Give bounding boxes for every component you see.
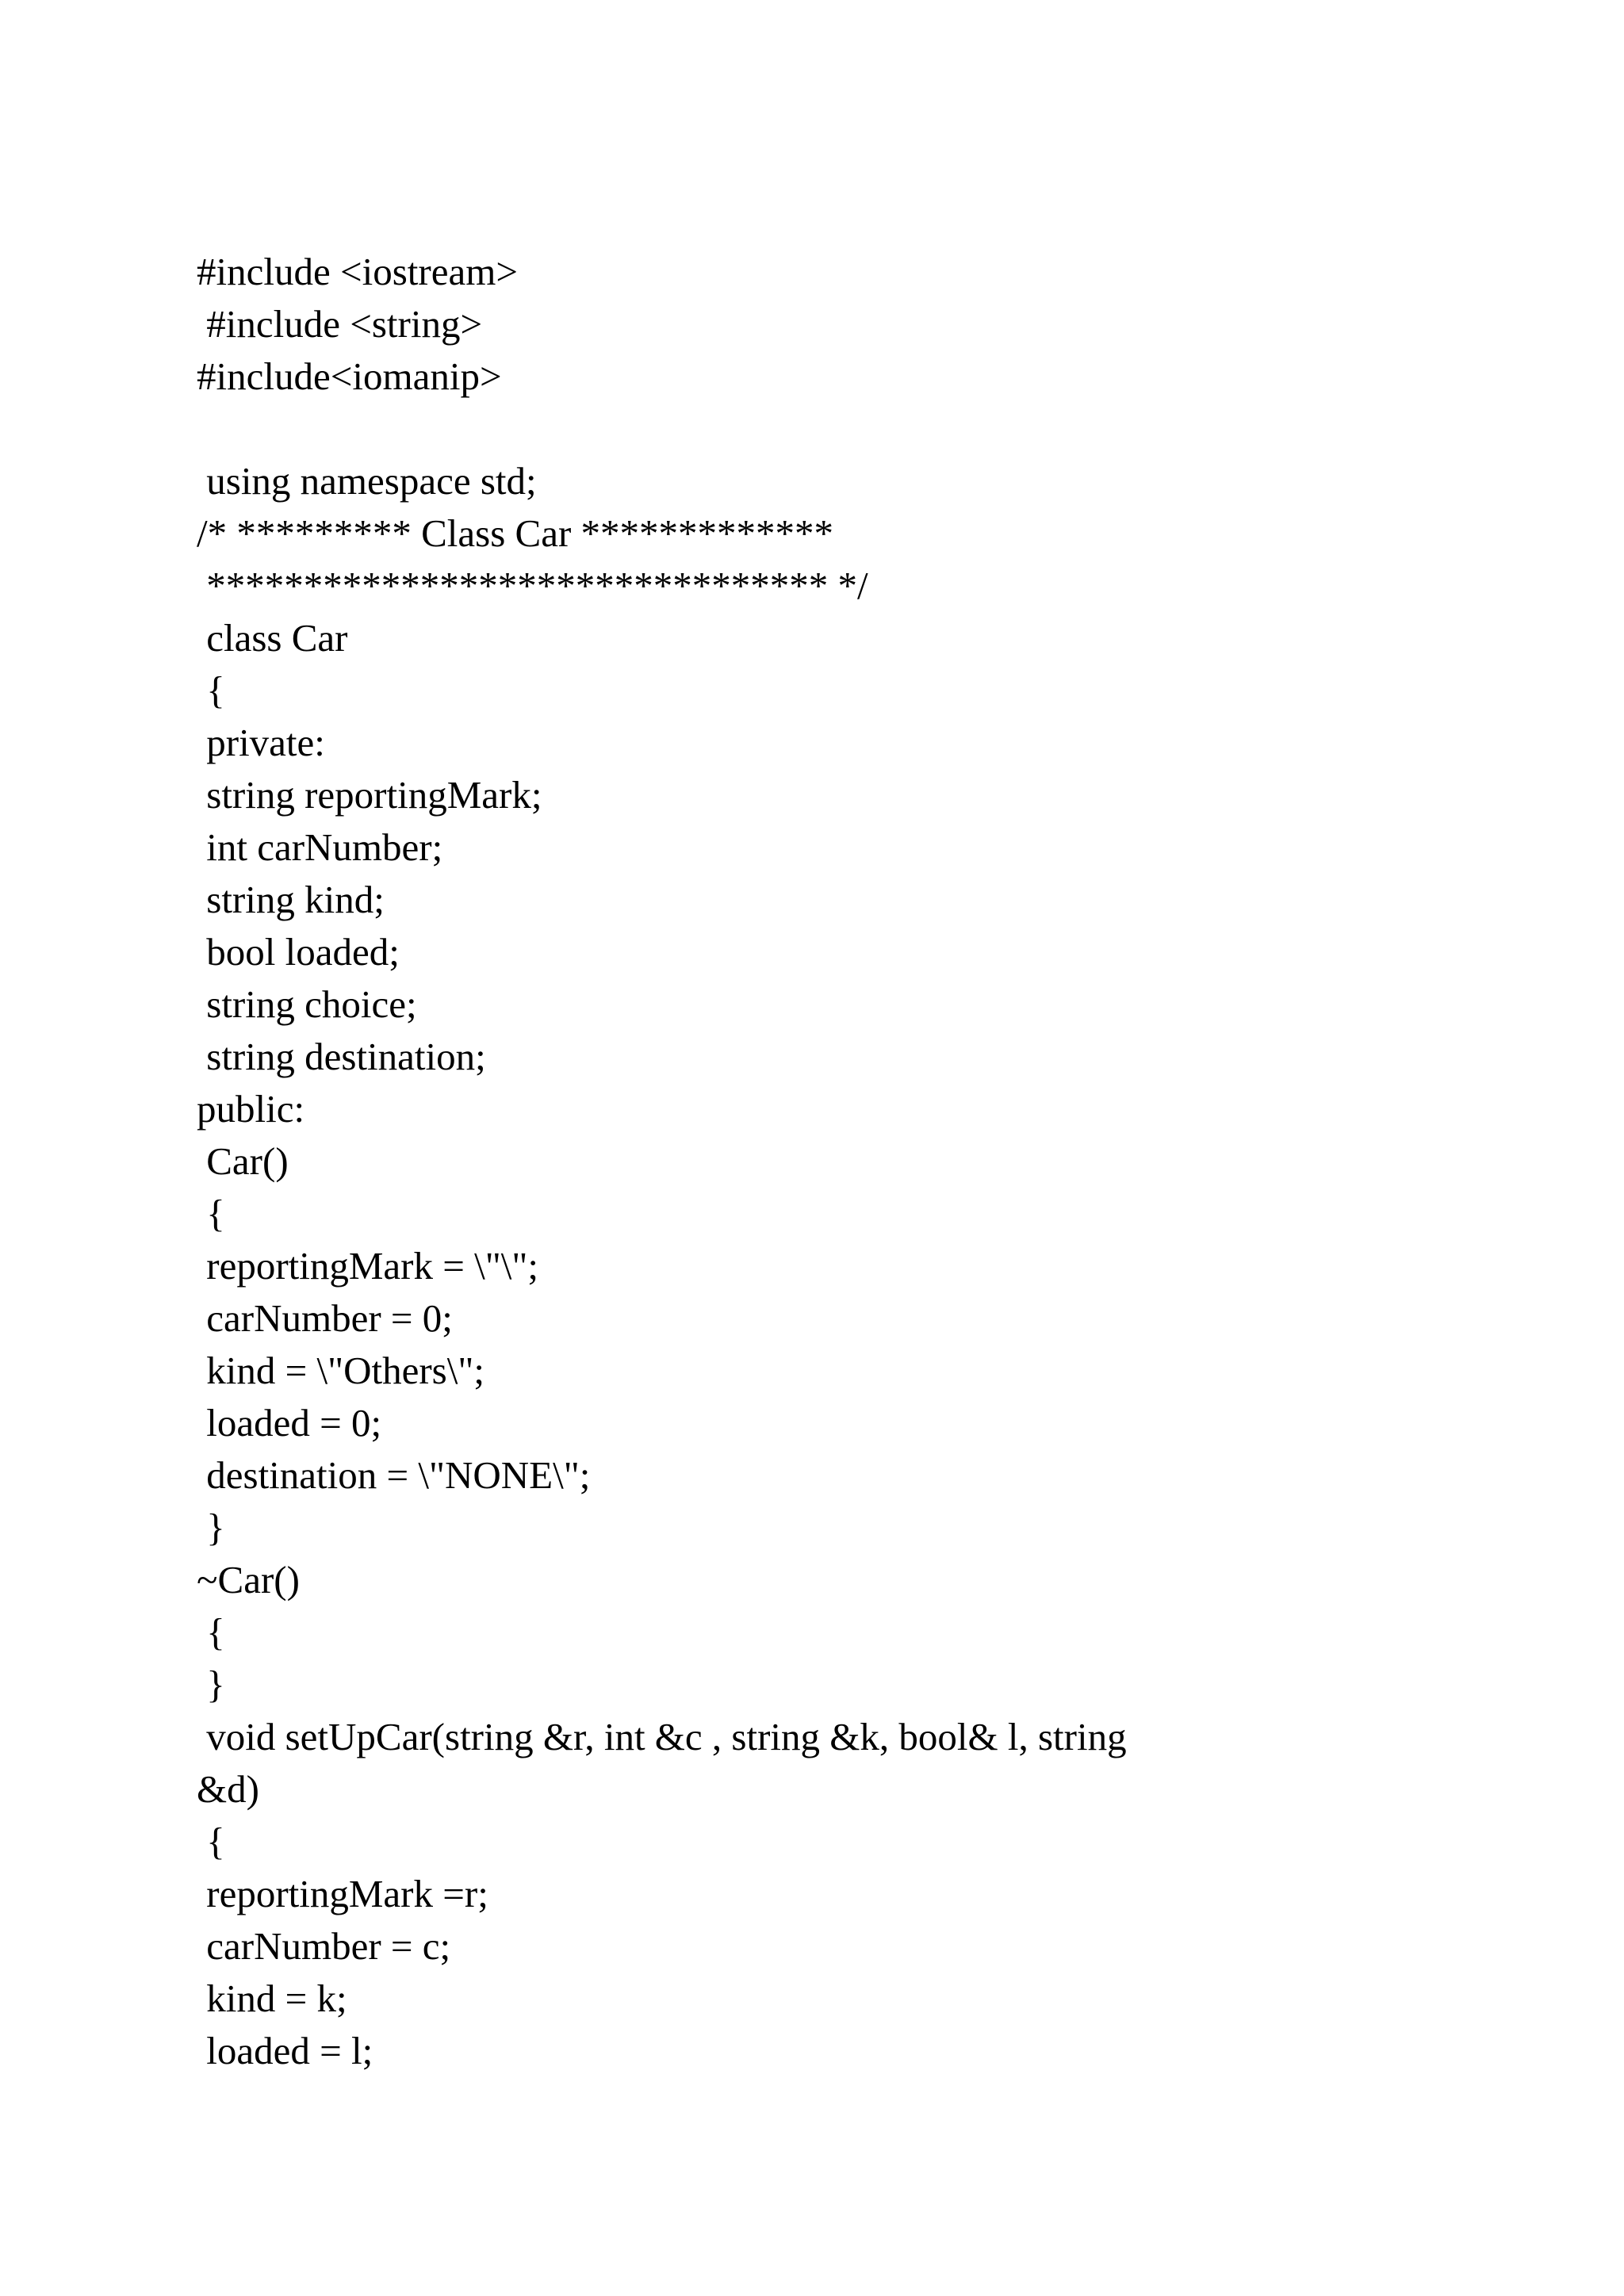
code-line: string choice; [197,982,417,1026]
code-line: private: [197,721,325,764]
code-line: int carNumber; [197,825,443,869]
code-line: reportingMark =r; [197,1872,488,1915]
code-line: { [197,1610,225,1654]
code-line: kind = \"Others\"; [197,1349,485,1392]
code-line: destination = \"NONE\"; [197,1453,591,1497]
code-line: kind = k; [197,1976,347,2020]
code-line: ******************************** */ [197,564,868,607]
code-line: string destination; [197,1035,486,1078]
code-line: { [197,668,225,712]
code-line: loaded = 0; [197,1401,382,1445]
code-line: } [197,1506,225,1549]
code-line: class Car [197,616,348,660]
code-line: reportingMark = \"\"; [197,1244,538,1288]
code-line: { [197,1192,225,1235]
code-line: string reportingMark; [197,773,542,817]
code-line: public: [197,1087,305,1131]
code-line: carNumber = 0; [197,1296,453,1340]
code-line: bool loaded; [197,930,400,974]
code-line: Car() [197,1139,289,1183]
code-line: carNumber = c; [197,1924,451,1968]
code-line: #include <iostream> [197,250,518,293]
code-line: #include <string> [197,302,483,346]
code-line: { [197,1820,225,1863]
code-line: #include<iomanip> [197,354,502,398]
code-line: ~Car() [197,1558,300,1601]
code-line: using namespace std; [197,459,537,503]
code-line: string kind; [197,878,385,921]
code-line: &d) [197,1767,259,1811]
code-line: void setUpCar(string &r, int &c , string &k, bool& l, string [197,1715,1127,1758]
code-line: loaded = l; [197,2029,373,2072]
code-line: } [197,1663,225,1706]
code-line: /* ********* Class Car ************* [197,511,834,555]
